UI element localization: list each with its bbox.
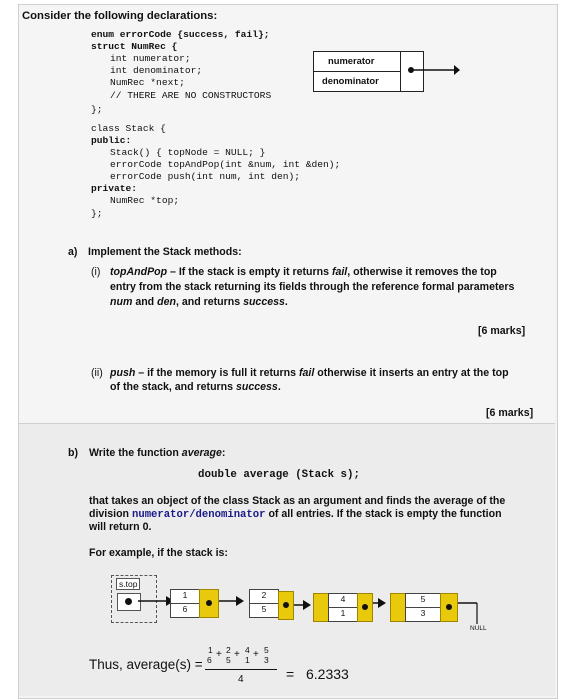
node-lead-cell <box>313 593 329 622</box>
desc-line1: that takes an object of the class Stack as an argument and finds the average of the <box>89 495 506 507</box>
bottom-section-background <box>19 424 555 696</box>
denominator-label: denominator <box>322 75 379 86</box>
code-line: }; <box>91 104 103 115</box>
node-numerator: 2 <box>249 589 279 604</box>
code-line: int numerator; <box>110 53 191 64</box>
example-text: For example, if the stack is: <box>89 547 228 559</box>
stop-label: s.top <box>116 578 140 590</box>
null-label: NULL <box>470 625 487 632</box>
part-i-line2: entry from the stack returning its fields through the reference formal parameters <box>110 281 515 293</box>
code-line: public: <box>91 135 132 146</box>
pointer-dot <box>362 604 368 610</box>
part-i-line1: topAndPop – If the stack is empty it returns fail, otherwise it removes the top <box>110 266 497 278</box>
pointer-dot <box>446 604 452 610</box>
fraction-numerator: 2 <box>226 645 231 655</box>
part-i-label: (i) <box>91 266 101 278</box>
code-line: errorCode push(int num, int den); <box>110 171 300 182</box>
node-numerator: 1 <box>170 589 200 604</box>
fraction-denominator: 3 <box>264 655 269 665</box>
code-line: Stack() { topNode = NULL; } <box>110 147 266 158</box>
node-denominator: 6 <box>170 603 200 618</box>
question-title: Implement the Stack methods: <box>88 246 242 258</box>
thus-label: Thus, average(s) = <box>89 657 203 672</box>
desc-line3: will return 0. <box>89 521 152 533</box>
plus-sign: + <box>234 649 240 660</box>
fraction-denominator: 6 <box>207 655 212 665</box>
fraction-bar <box>205 669 277 670</box>
question-title: Write the function average: <box>89 447 226 459</box>
pointer-dot <box>283 602 289 608</box>
node-denominator: 1 <box>328 607 358 622</box>
node-numerator: 4 <box>328 593 358 608</box>
question-label: b) <box>68 447 78 459</box>
code-line: NumRec *next; <box>110 77 185 88</box>
node-numerator: 5 <box>405 593 441 608</box>
numerator-label: numerator <box>328 55 375 66</box>
intro-text: Consider the following declarations: <box>22 10 218 22</box>
node-next-cell <box>440 593 458 622</box>
node-next-cell <box>278 591 294 620</box>
node-lead-cell <box>390 593 406 622</box>
function-signature: double average (Stack s); <box>198 469 360 481</box>
part-ii-label: (ii) <box>91 367 103 379</box>
code-line: errorCode topAndPop(int &num, int &den); <box>110 159 341 170</box>
code-line: enum errorCode {success, fail}; <box>91 29 270 40</box>
code-line: NumRec *top; <box>110 195 180 206</box>
node-next-cell <box>357 593 373 622</box>
node-denominator: 5 <box>249 603 279 618</box>
next-arrow-icon <box>410 62 460 78</box>
code-line: }; <box>91 208 103 219</box>
desc-line2: division numerator/denominator of all entries. If the stack is empty the function <box>89 508 502 521</box>
fraction-numerator: 4 <box>245 645 250 655</box>
plus-sign: + <box>216 649 222 660</box>
question-label: a) <box>68 246 78 258</box>
part-i-marks: [6 marks] <box>478 325 526 337</box>
code-line: private: <box>91 183 138 194</box>
pointer-dot <box>125 598 132 605</box>
code-line: int denominator; <box>110 65 203 76</box>
arrow-icon <box>218 594 248 608</box>
node-denominator: 3 <box>405 607 441 622</box>
part-ii-marks: [6 marks] <box>486 407 534 419</box>
part-ii-line1: push – if the memory is full it returns fail otherwise it inserts an entry at the top <box>110 367 509 379</box>
numerator-cell <box>313 51 401 72</box>
fraction-denominator: 5 <box>226 655 231 665</box>
section-divider <box>19 423 555 424</box>
fraction-numerator: 5 <box>264 645 269 655</box>
node-next-cell <box>199 589 219 618</box>
fraction-denominator: 1 <box>245 655 250 665</box>
fraction-numerator: 1 <box>208 645 213 655</box>
plus-sign: + <box>253 649 259 660</box>
code-line: class Stack { <box>91 123 166 134</box>
result-value: 6.2333 <box>306 666 349 682</box>
part-i-line3: num and den, and returns success. <box>110 296 288 308</box>
code-line: struct NumRec { <box>91 41 178 52</box>
code-line: // THERE ARE NO CONSTRUCTORS <box>110 90 272 101</box>
equals-sign: = <box>286 666 295 682</box>
part-ii-line2: of the stack, and returns success. <box>110 381 281 393</box>
denominator-cell <box>313 71 401 92</box>
divisor: 4 <box>238 674 244 685</box>
pointer-dot <box>206 600 212 606</box>
